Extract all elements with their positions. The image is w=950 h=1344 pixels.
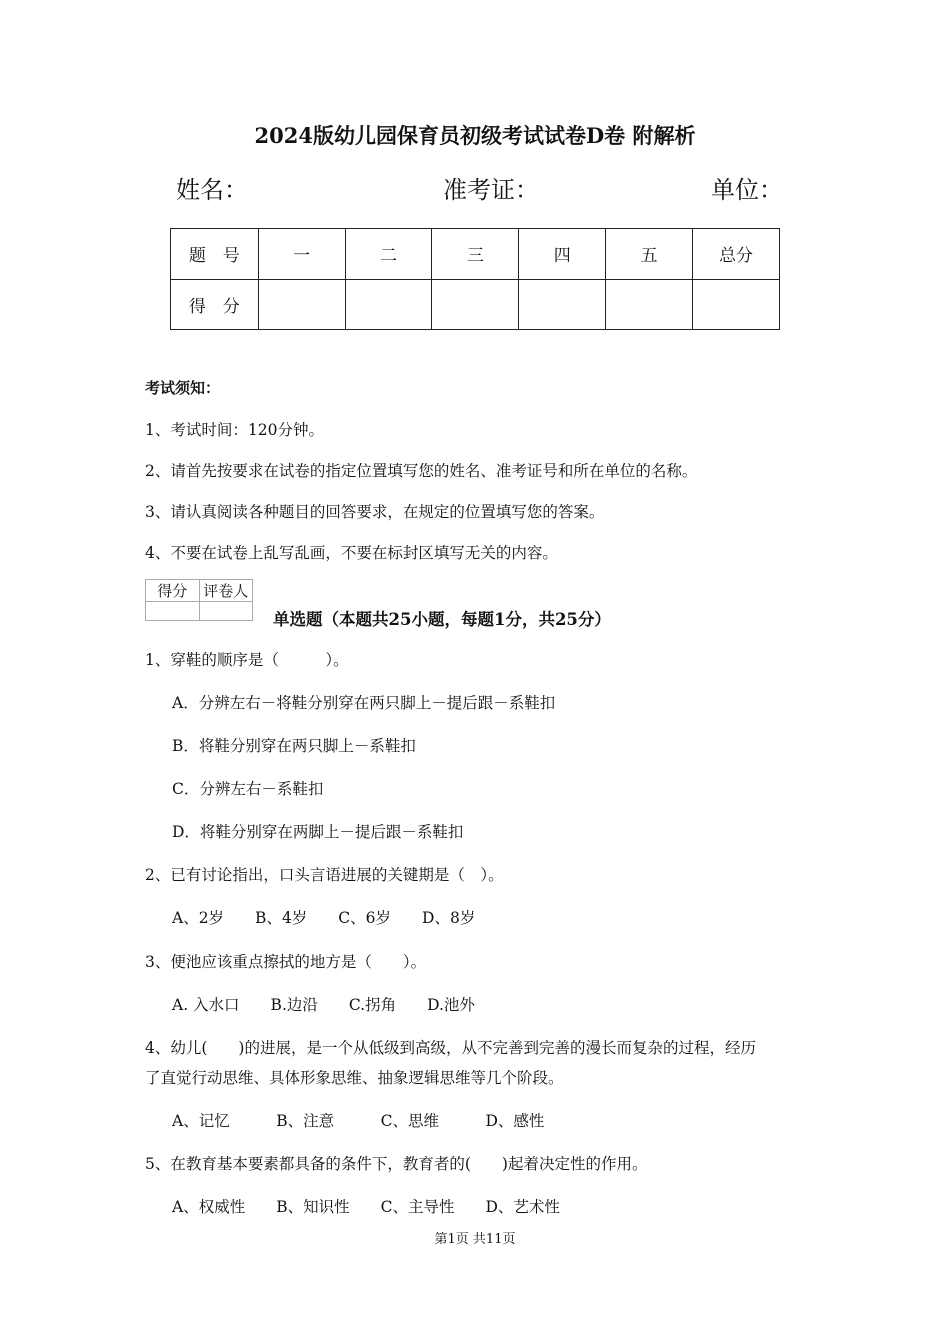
notice-title: 考试须知：	[145, 379, 221, 397]
score-table	[170, 228, 780, 330]
grader-score-cell[interactable]	[146, 602, 200, 621]
question-options-line: A、记忆 B、注意 C、思维 D、感性	[172, 1112, 545, 1130]
name-label: 姓名：	[176, 176, 248, 204]
question-stem: 5、在教育基本要素都具备的条件下，教育者的( )起着决定性的作用。	[145, 1155, 648, 1173]
score-table-header-cell: 总分	[693, 229, 780, 280]
notice-item: 2、请首先按要求在试卷的指定位置填写您的姓名、准考证号和所在单位的名称。	[145, 462, 698, 480]
question-stem: 2、已有讨论指出，口头言语进展的关键期是（ ）。	[145, 866, 504, 884]
notice-item: 3、请认真阅读各种题目的回答要求，在规定的位置填写您的答案。	[145, 503, 605, 521]
score-table-header-row	[171, 229, 780, 280]
question-options-line: A. 入水口 B.边沿 C.拐角 D.池外	[172, 996, 475, 1014]
section-title: 单选题（本题共25小题，每题1分，共25分）	[273, 610, 611, 629]
notice-item: 1、考试时间：120分钟。	[145, 421, 324, 439]
score-table-header-cell: 一	[258, 229, 345, 280]
question-option: C．分辨左右－系鞋扣	[172, 780, 324, 798]
question-option: B．将鞋分别穿在两只脚上－系鞋扣	[172, 737, 416, 755]
page-title: 2024版幼儿园保育员初级考试试卷D卷 附解析	[254, 123, 696, 148]
grader-table	[145, 579, 253, 621]
score-row-label: 得 分	[171, 279, 259, 330]
score-table-score-row	[171, 279, 780, 330]
unit-label: 单位：	[711, 176, 783, 204]
page-footer: 第1页 共11页	[434, 1232, 516, 1247]
exam-number-label: 准考证：	[443, 176, 539, 204]
question-stem: 3、便池应该重点擦拭的地方是（ ）。	[145, 953, 427, 971]
question-stem-continued: 了直觉行动思维、具体形象思维、抽象逻辑思维等几个阶段。	[145, 1069, 564, 1087]
notice-item: 4、不要在试卷上乱写乱画，不要在标封区填写无关的内容。	[145, 544, 558, 562]
score-cell[interactable]	[345, 279, 432, 330]
score-cell[interactable]	[519, 279, 606, 330]
score-cell[interactable]	[606, 279, 693, 330]
score-cell[interactable]	[258, 279, 345, 330]
question-stem: 1、穿鞋的顺序是（ ）。	[145, 651, 349, 669]
score-table-header-cell: 四	[519, 229, 606, 280]
score-table-header-cell: 题 号	[171, 229, 259, 280]
question-option: A．分辨左右－将鞋分别穿在两只脚上－提后跟－系鞋扣	[172, 694, 556, 712]
grader-label: 评卷人	[199, 580, 253, 602]
grader-name-cell[interactable]	[199, 602, 253, 621]
question-options-line: A、权威性 B、知识性 C、主导性 D、艺术性	[172, 1198, 560, 1216]
score-table-header-cell: 五	[606, 229, 693, 280]
score-cell[interactable]	[693, 279, 780, 330]
grader-score-label: 得分	[146, 580, 200, 602]
score-table-header-cell: 三	[432, 229, 519, 280]
question-stem: 4、幼儿( )的进展，是一个从低级到高级，从不完善到完善的漫长而复杂的过程，经历	[145, 1039, 756, 1057]
score-table-header-cell: 二	[345, 229, 432, 280]
question-option: D．将鞋分别穿在两脚上－提后跟－系鞋扣	[172, 823, 464, 841]
score-cell[interactable]	[432, 279, 519, 330]
question-options-line: A、2岁 B、4岁 C、6岁 D、8岁	[172, 909, 476, 927]
